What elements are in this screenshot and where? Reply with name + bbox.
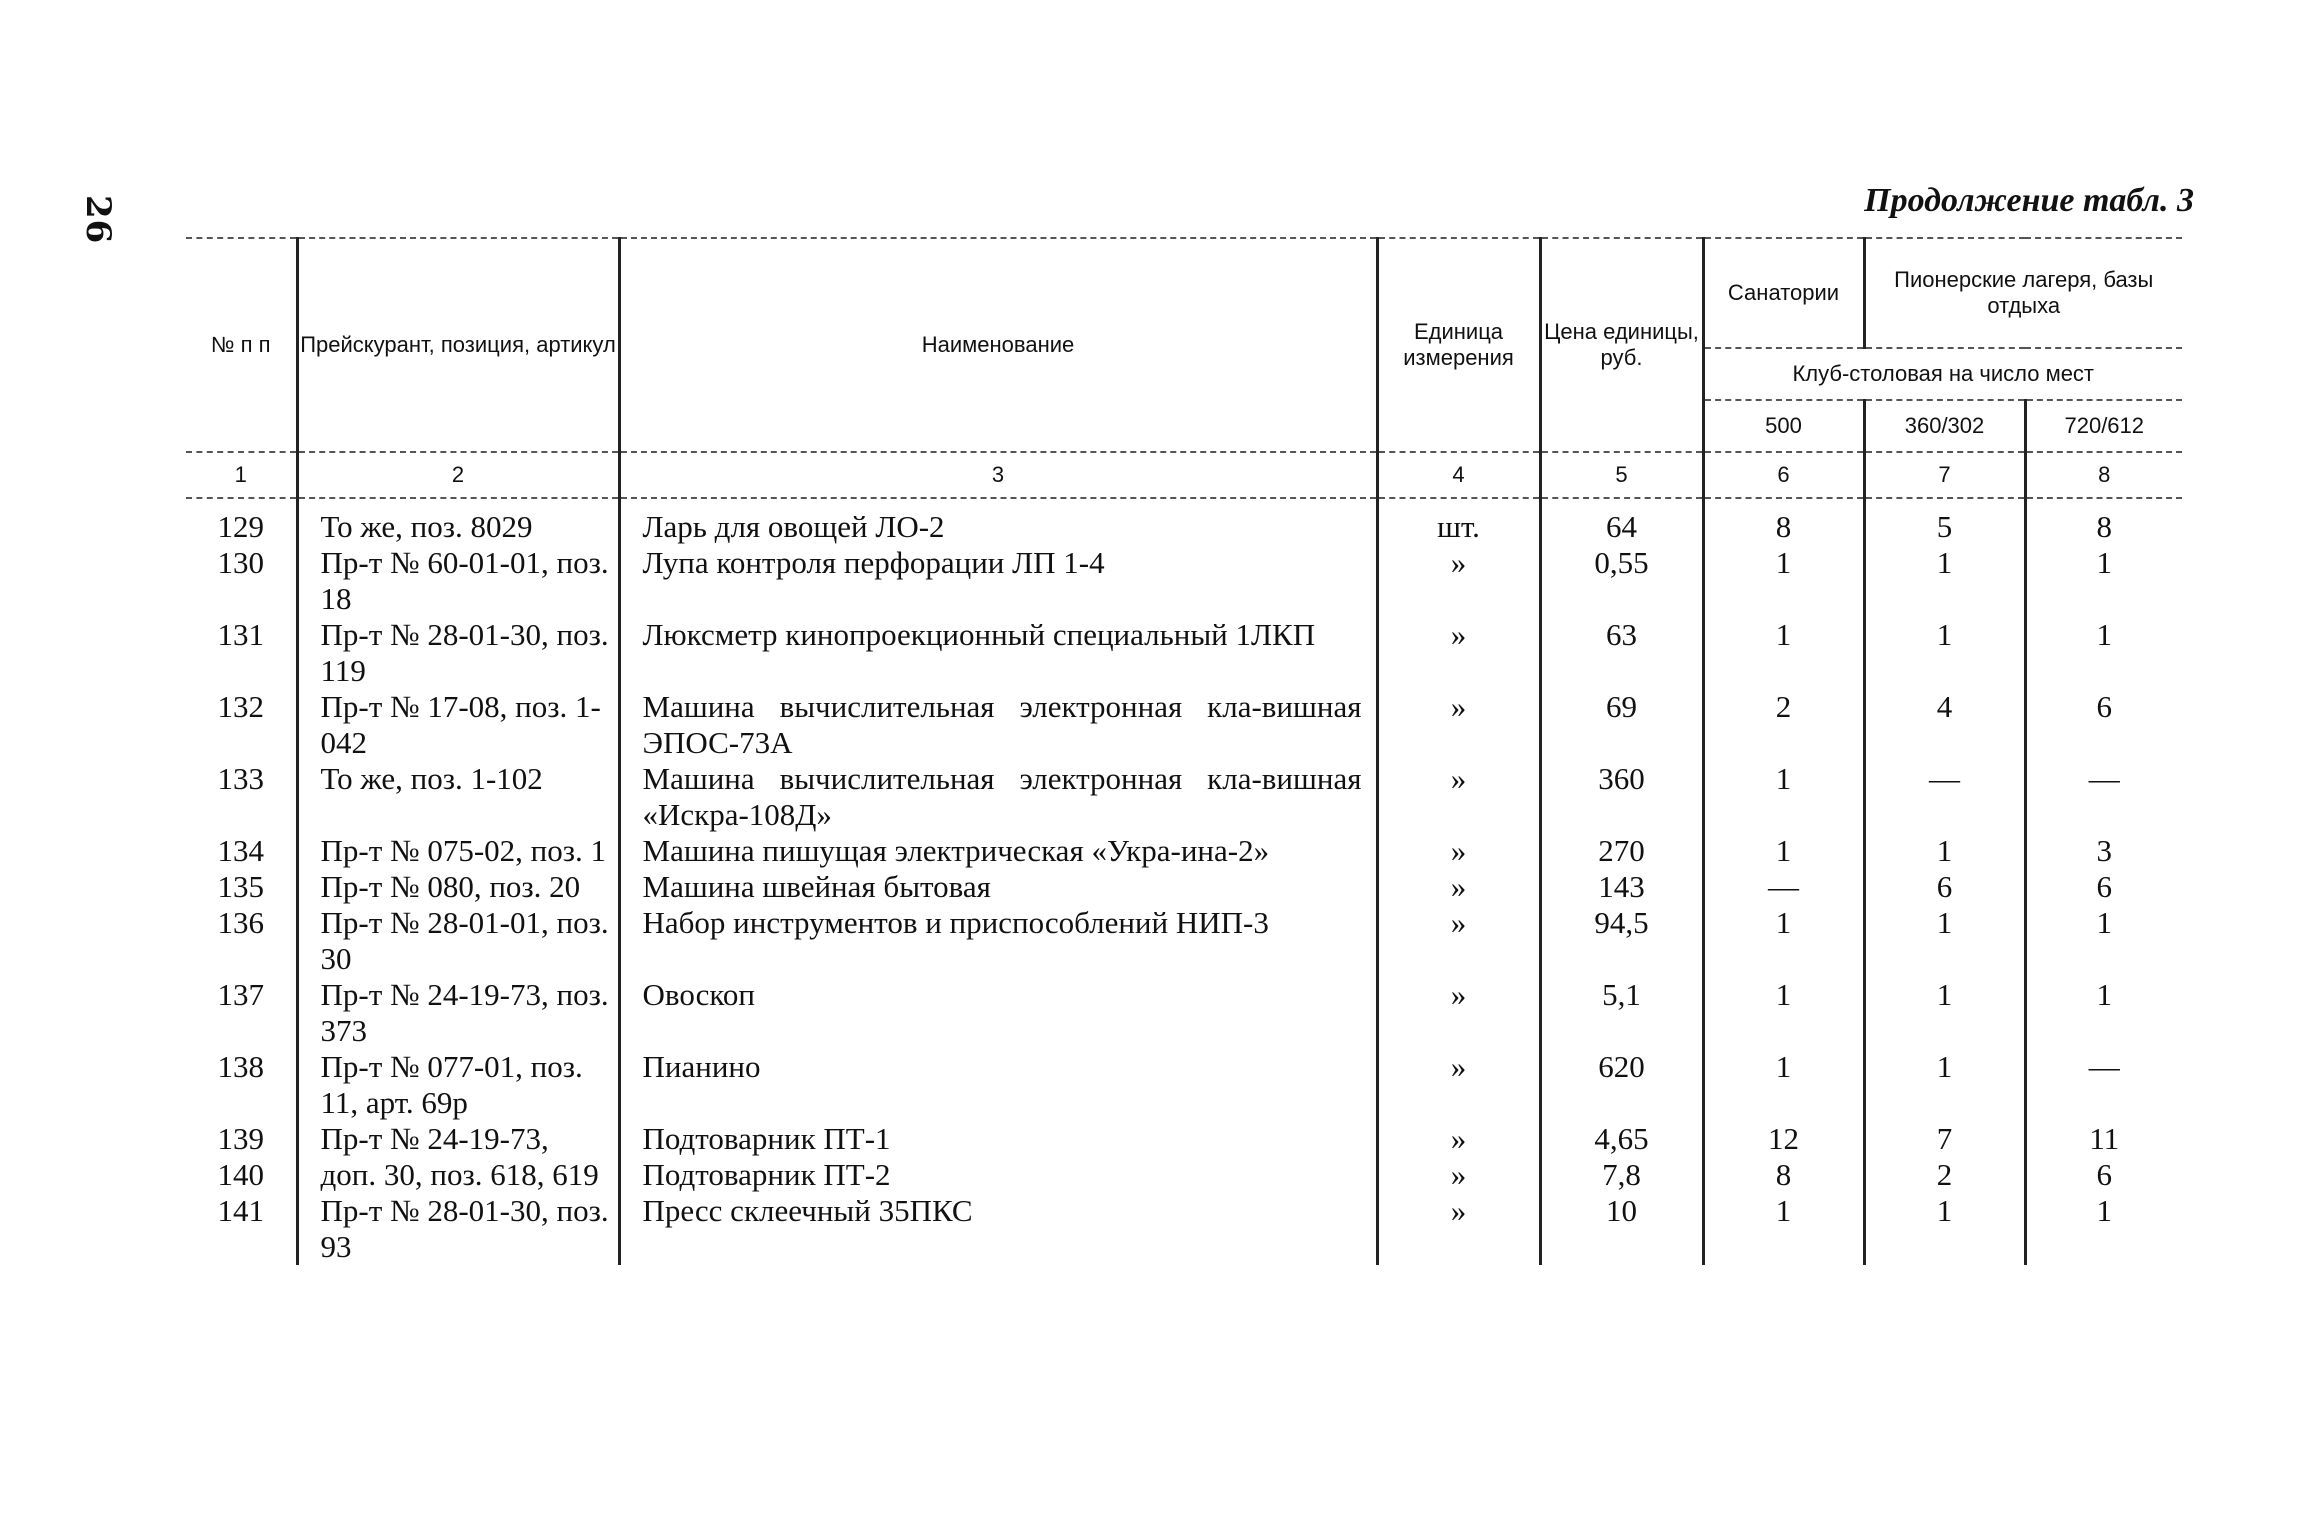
row-qty-sanatorium-500: 1: [1703, 905, 1864, 977]
row-unit: »: [1377, 617, 1540, 689]
row-name: Машина швейная бытовая: [619, 869, 1377, 905]
row-name: Подтоварник ПТ-2: [619, 1157, 1377, 1193]
row-qty-camp-360: 1: [1864, 617, 2025, 689]
row-unit: »: [1377, 977, 1540, 1049]
row-name: Люксметр кинопроекционный специальный 1ЛКП: [619, 617, 1377, 689]
row-unit: »: [1377, 545, 1540, 617]
spacer-cell: [619, 498, 1377, 509]
spacer-cell: [1864, 498, 2025, 509]
row-price: 64: [1540, 509, 1703, 545]
row-qty-camp-720: 6: [2025, 1157, 2182, 1193]
row-qty-sanatorium-500: 1: [1703, 1193, 1864, 1265]
header-name: Наименование: [619, 238, 1377, 452]
header-seats-500: 500: [1703, 400, 1864, 452]
row-price: 10: [1540, 1193, 1703, 1265]
row-unit: шт.: [1377, 509, 1540, 545]
row-source: Пр-т № 17-08, поз. 1-042: [297, 689, 619, 761]
row-qty-sanatorium-500: 8: [1703, 509, 1864, 545]
row-qty-sanatorium-500: 1: [1703, 977, 1864, 1049]
row-qty-camp-720: 8: [2025, 509, 2182, 545]
table-row: [186, 1157, 2182, 1193]
row-qty-sanatorium-500: —: [1703, 869, 1864, 905]
table-row: [186, 689, 2182, 761]
row-unit: »: [1377, 833, 1540, 869]
table-row: [186, 1121, 2182, 1157]
equipment-table: [186, 237, 2182, 1265]
row-qty-camp-360: 7: [1864, 1121, 2025, 1157]
row-qty-camp-720: 11: [2025, 1121, 2182, 1157]
row-qty-camp-720: 3: [2025, 833, 2182, 869]
row-qty-camp-720: —: [2025, 761, 2182, 833]
table-row: [186, 977, 2182, 1049]
row-source: Пр-т № 077-01, поз. 11, арт. 69р: [297, 1049, 619, 1121]
table-row: [186, 509, 2182, 545]
row-number: 134: [217, 833, 264, 868]
row-source: Пр-т № 60-01-01, поз. 18: [297, 545, 619, 617]
row-unit: »: [1377, 905, 1540, 977]
row-unit: »: [1377, 1121, 1540, 1157]
row-name: Набор инструментов и приспособлений НИП-3: [619, 905, 1377, 977]
row-source: Пр-т № 24-19-73, поз. 373: [297, 977, 619, 1049]
column-number: 8: [2025, 452, 2182, 498]
row-qty-camp-360: 1: [1864, 905, 2025, 977]
header-camps: Пионерские лагеря, базы отдыха: [1864, 238, 2182, 348]
header-no: № п п: [186, 238, 297, 452]
row-number: 140: [217, 1157, 264, 1192]
row-source: доп. 30, поз. 618, 619: [297, 1157, 619, 1193]
spacer-cell: [297, 498, 619, 509]
row-qty-camp-360: 1: [1864, 833, 2025, 869]
row-name: Овоскоп: [619, 977, 1377, 1049]
row-qty-camp-720: 1: [2025, 617, 2182, 689]
row-source: Пр-т № 075-02, поз. 1: [297, 833, 619, 869]
spacer-cell: [1703, 498, 1864, 509]
header-price: Цена единицы, руб.: [1540, 238, 1703, 452]
column-number: 6: [1703, 452, 1864, 498]
row-qty-camp-720: 1: [2025, 977, 2182, 1049]
row-qty-camp-720: 1: [2025, 1193, 2182, 1265]
row-price: 0,55: [1540, 545, 1703, 617]
spacer-cell: [1377, 498, 1540, 509]
row-qty-camp-360: 5: [1864, 509, 2025, 545]
row-number: 137: [217, 977, 264, 1012]
row-number: 135: [217, 869, 264, 904]
row-qty-sanatorium-500: 1: [1703, 545, 1864, 617]
row-qty-camp-720: 1: [2025, 905, 2182, 977]
row-source: Пр-т № 24-19-73,: [297, 1121, 619, 1157]
spacer-cell: [1540, 498, 1703, 509]
row-price: 69: [1540, 689, 1703, 761]
row-qty-camp-360: 6: [1864, 869, 2025, 905]
header-subgroup: Клуб-столовая на число мест: [1703, 348, 2182, 400]
row-number: 132: [217, 689, 264, 724]
header-source: Прейскурант, позиция, артикул: [297, 238, 619, 452]
row-name: Подтоварник ПТ-1: [619, 1121, 1377, 1157]
row-qty-camp-360: 1: [1864, 1193, 2025, 1265]
row-qty-camp-360: —: [1864, 761, 2025, 833]
row-name: Пианино: [619, 1049, 1377, 1121]
column-number: 2: [297, 452, 619, 498]
row-qty-sanatorium-500: 8: [1703, 1157, 1864, 1193]
spacer-cell: [2025, 498, 2182, 509]
row-qty-camp-360: 1: [1864, 1049, 2025, 1121]
row-source: Пр-т № 080, поз. 20: [297, 869, 619, 905]
column-number: 3: [619, 452, 1377, 498]
row-qty-camp-360: 4: [1864, 689, 2025, 761]
row-source: Пр-т № 28-01-30, поз. 119: [297, 617, 619, 689]
column-number: 1: [186, 452, 297, 498]
header-sanatorium: Санатории: [1703, 238, 1864, 348]
row-name: Машина пишущая электрическая «Укра-ина-2»: [619, 833, 1377, 869]
row-qty-sanatorium-500: 1: [1703, 1049, 1864, 1121]
row-name: Ларь для овощей ЛО-2: [619, 509, 1377, 545]
row-price: 63: [1540, 617, 1703, 689]
row-qty-sanatorium-500: 12: [1703, 1121, 1864, 1157]
row-source: Пр-т № 28-01-01, поз. 30: [297, 905, 619, 977]
row-qty-camp-360: 1: [1864, 545, 2025, 617]
column-number: 4: [1377, 452, 1540, 498]
row-source: Пр-т № 28-01-30, поз. 93: [297, 1193, 619, 1265]
row-number: 138: [217, 1049, 264, 1084]
row-number: 136: [217, 905, 264, 940]
row-source: То же, поз. 1-102: [297, 761, 619, 833]
column-number: 7: [1864, 452, 2025, 498]
row-unit: »: [1377, 1157, 1540, 1193]
row-qty-camp-720: 6: [2025, 869, 2182, 905]
row-price: 270: [1540, 833, 1703, 869]
row-number: 129: [217, 509, 264, 544]
table-row: [186, 1049, 2182, 1121]
row-name: Пресс склеечный 35ПКС: [619, 1193, 1377, 1265]
row-qty-camp-360: 1: [1864, 977, 2025, 1049]
row-qty-sanatorium-500: 2: [1703, 689, 1864, 761]
row-price: 4,65: [1540, 1121, 1703, 1157]
table-body: [186, 498, 2182, 1265]
header-seats-720: 720/612: [2025, 400, 2182, 452]
table-row: [186, 833, 2182, 869]
row-unit: »: [1377, 1193, 1540, 1265]
row-price: 7,8: [1540, 1157, 1703, 1193]
table-row: [186, 617, 2182, 689]
row-price: 143: [1540, 869, 1703, 905]
row-unit: »: [1377, 761, 1540, 833]
row-qty-sanatorium-500: 1: [1703, 617, 1864, 689]
row-qty-camp-720: 6: [2025, 689, 2182, 761]
row-price: 94,5: [1540, 905, 1703, 977]
row-qty-camp-360: 2: [1864, 1157, 2025, 1193]
table-row: [186, 1193, 2182, 1265]
row-number: 130: [217, 545, 264, 580]
row-qty-sanatorium-500: 1: [1703, 833, 1864, 869]
row-unit: »: [1377, 689, 1540, 761]
row-number: 141: [217, 1193, 264, 1228]
page-number: 26: [78, 195, 118, 245]
row-number: 133: [217, 761, 264, 796]
header-seats-360: 360/302: [1864, 400, 2025, 452]
spacer-cell: [186, 498, 297, 509]
table-row: [186, 905, 2182, 977]
table-row: [186, 869, 2182, 905]
row-qty-camp-720: 1: [2025, 545, 2182, 617]
row-name: Машина вычислительная электронная кла-вишная «Искра-108Д»: [619, 761, 1377, 833]
table-row: [186, 761, 2182, 833]
row-number: 139: [217, 1121, 264, 1156]
row-source: То же, поз. 8029: [297, 509, 619, 545]
row-name: Лупа контроля перфорации ЛП 1-4: [619, 545, 1377, 617]
row-qty-sanatorium-500: 1: [1703, 761, 1864, 833]
row-qty-camp-720: —: [2025, 1049, 2182, 1121]
row-name: Машина вычислительная электронная кла-вишная ЭПОС-73А: [619, 689, 1377, 761]
header-unit: Единица измерения: [1377, 238, 1540, 452]
table-continuation-caption: Продолжение табл. 3: [1864, 182, 2194, 219]
table-row: [186, 545, 2182, 617]
row-price: 620: [1540, 1049, 1703, 1121]
row-price: 360: [1540, 761, 1703, 833]
row-price: 5,1: [1540, 977, 1703, 1049]
row-unit: »: [1377, 869, 1540, 905]
column-number: 5: [1540, 452, 1703, 498]
table-spacer-row: [186, 498, 2182, 509]
row-unit: »: [1377, 1049, 1540, 1121]
row-number: 131: [217, 617, 264, 652]
